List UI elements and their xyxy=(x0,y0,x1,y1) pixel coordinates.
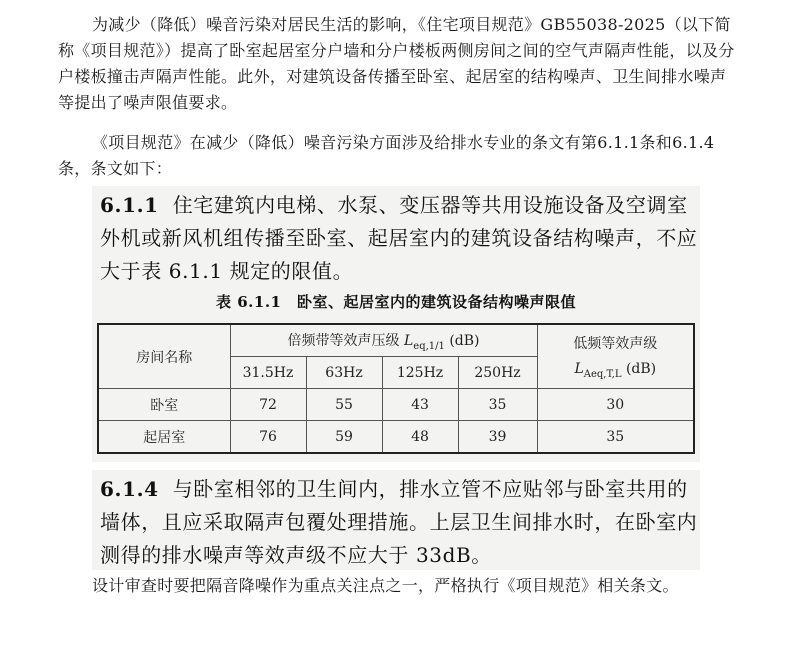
intro-paragraph-2-text: 《项目规范》在减少（降低）噪音污染方面涉及给排水专业的条文有第6.1.1条和6.1.4条，条文如下： xyxy=(58,133,715,178)
table-row xyxy=(98,389,694,421)
intro-paragraph-2 xyxy=(58,130,738,182)
header-octave-label: 倍频带等效声压级 xyxy=(287,332,400,349)
freq-31-5: 31.5Hz xyxy=(230,357,306,389)
row-value: 55 xyxy=(306,389,382,421)
table-title: 表 6.1.1 卧室、起居室内的建筑设备结构噪声限值 xyxy=(216,293,576,311)
row-room: 起居室 xyxy=(98,421,230,454)
clause-614-text: 与卧室相邻的卫生间内，排水立管不应贴邻与卧室共用的墙体，且应采取隔声包覆处理措施。上层卫生间排水时，在卧室内测得的排水噪声等效声级不应大于 33dB。 xyxy=(100,477,698,567)
row-value: 35 xyxy=(458,389,537,421)
header-octave-sub: eq,1/1 xyxy=(413,340,445,352)
clause-611-text: 住宅建筑内电梯、水泵、变压器等共用设施设备及空调室外机或新风机组传播至卧室、起居室内的建筑设备结构噪声，不应大于表 6.1.1 规定的限值。 xyxy=(100,193,698,283)
row-room: 卧室 xyxy=(98,389,230,421)
row-value: 76 xyxy=(230,421,306,454)
closing-paragraph xyxy=(58,573,738,599)
header-low xyxy=(537,324,694,389)
header-low-symbol: L xyxy=(574,361,584,378)
closing-paragraph-text: 设计审查时要把隔音降噪作为重点关注点之一，严格执行《项目规范》相关条文。 xyxy=(92,576,679,595)
freq-63: 63Hz xyxy=(306,357,382,389)
row-value: 72 xyxy=(230,389,306,421)
row-low-value: 30 xyxy=(537,389,694,421)
clause-614 xyxy=(100,473,700,572)
row-value: 43 xyxy=(382,389,458,421)
header-low-sub: Aeq,T,L xyxy=(583,368,622,380)
clause-611-number: 6.1.1 xyxy=(100,193,159,217)
freq-250: 250Hz xyxy=(458,357,537,389)
clause-614-number: 6.1.4 xyxy=(100,477,159,501)
header-low-unit: (dB) xyxy=(625,361,657,378)
header-octave xyxy=(230,324,537,357)
row-value: 39 xyxy=(458,421,537,454)
header-octave-unit: (dB) xyxy=(449,332,480,349)
header-low-label: 低频等效声级 xyxy=(573,336,658,353)
table-row xyxy=(98,421,694,454)
table-header-row-1 xyxy=(98,324,694,357)
row-value: 48 xyxy=(382,421,458,454)
header-room: 房间名称 xyxy=(98,324,230,389)
clause-611 xyxy=(100,189,700,288)
freq-125: 125Hz xyxy=(382,357,458,389)
header-octave-symbol: L xyxy=(403,332,414,349)
row-value: 59 xyxy=(306,421,382,454)
intro-paragraph-1-text: 为减少（降低）噪音污染对居民生活的影响，《住宅项目规范》GB55038-2025（以下简称《项目规范》）提高了卧室起居室分户墙和分户楼板两侧房间之间的空气声隔声性能，以及分户楼板撞击声隔声性能。此外，对建筑设备传播至卧室、起居室的结构噪声、卫生间排水噪声等提出了噪声限值要求。 xyxy=(58,15,735,112)
noise-limit-table xyxy=(97,323,695,454)
intro-paragraph-1 xyxy=(58,12,738,116)
row-low-value: 35 xyxy=(537,421,694,454)
